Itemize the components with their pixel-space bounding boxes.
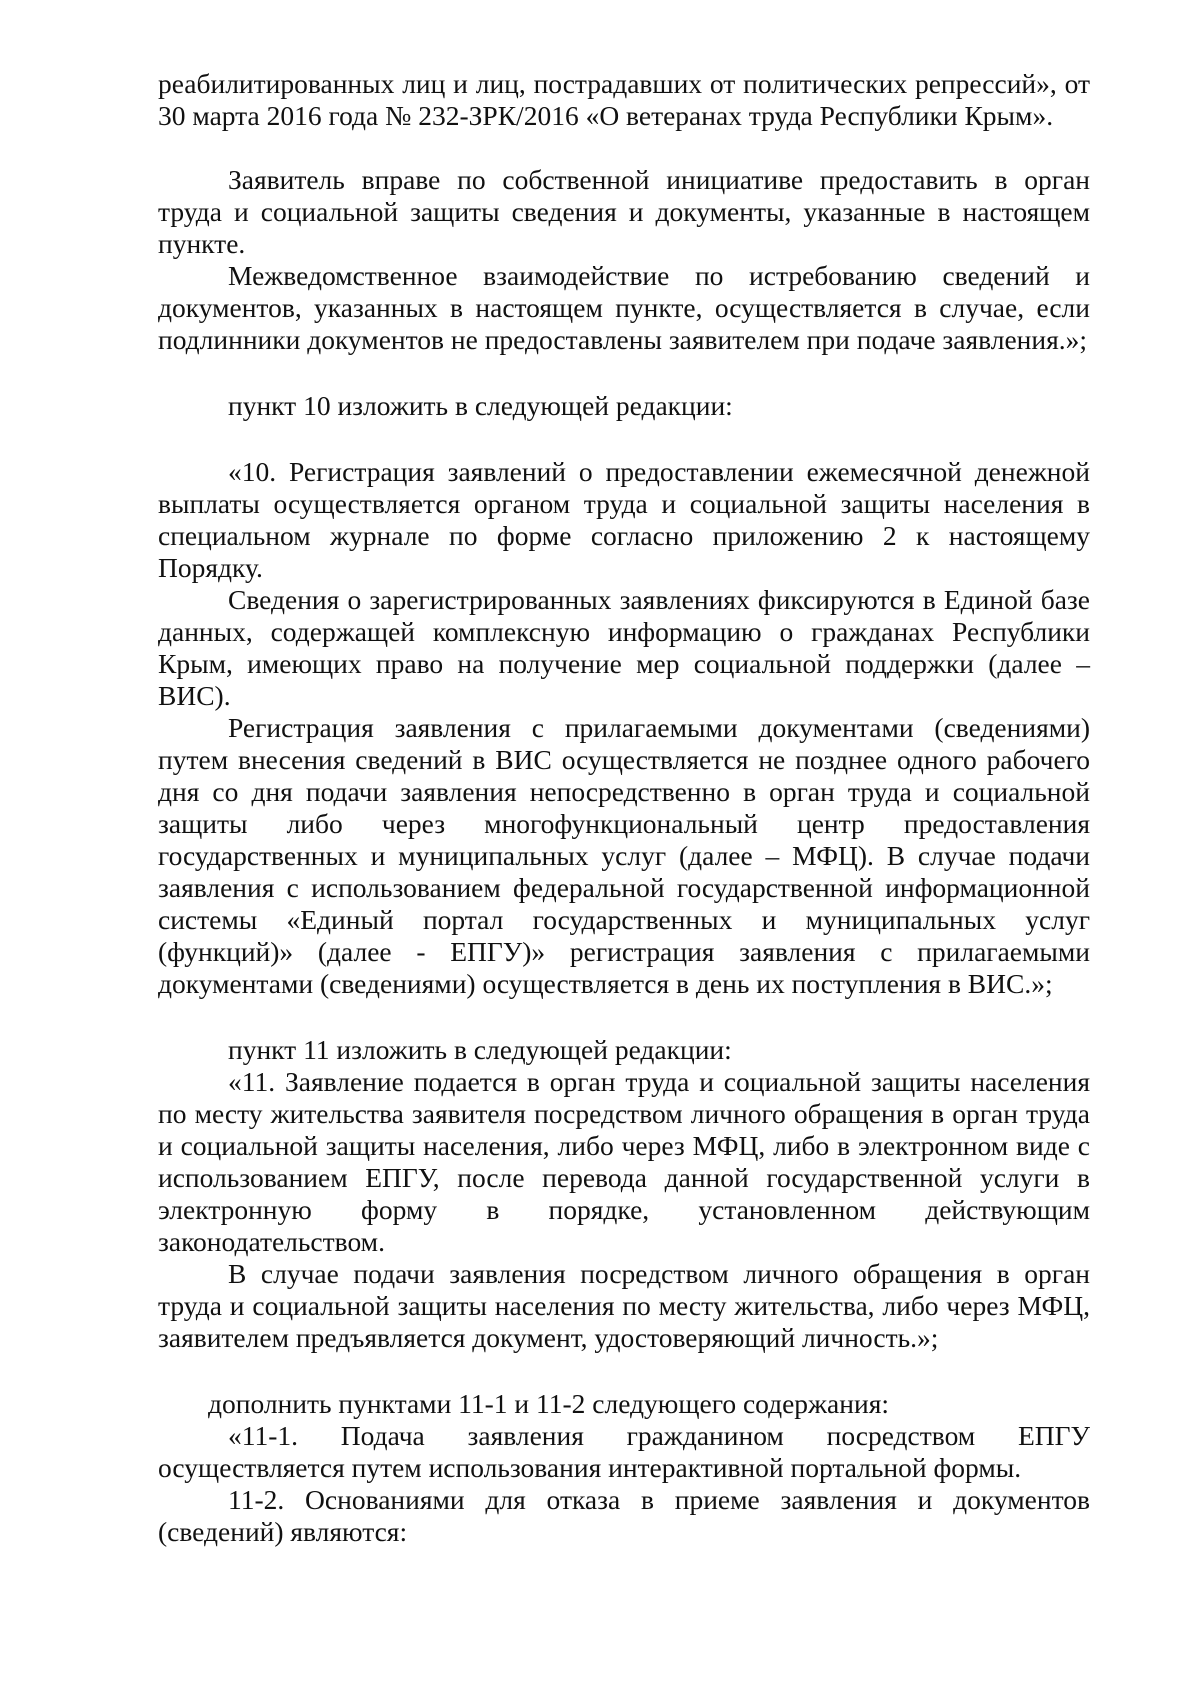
paragraph-item11-identity: В случае подачи заявления посредством личного обращения в орган труда и социальной защиты населения по месту жительства, либо через МФЦ, заявителем предъявляется документ, удостоверяющий личность.»; [158,1258,1090,1353]
paragraph-item11-1: «11-1. Подача заявления гражданином посредством ЕПГУ осуществляется путем использования интерактивной портальной формы. [158,1420,1090,1483]
paragraph-applicant-right: Заявитель вправе по собственной инициативе предоставить в орган труда и социальной защиты сведения и документы, указанные в настоящем пункте. [158,164,1090,259]
paragraph-item11-heading: пункт 11 изложить в следующей редакции: [228,1034,732,1065]
paragraph-interagency: Межведомственное взаимодействие по истребованию сведений и документов, указанных в настоящем пункте, осуществляется в случае, если подлинники документов не предоставлены заявителем при подаче заявления.»; [158,260,1090,355]
paragraph-item10-mfc: Регистрация заявления с прилагаемыми документами (сведениями) путем внесения сведений в ВИС осуществляется не позднее одного рабочего дня со дня подачи заявления непосредственно в орган труда и социальной защиты либо через многофункциональный центр предоставления государственных и муниципальных услуг (далее – МФЦ). В случае подачи заявления с использованием федеральной государственной информационной системы «Единый портал государственных и муниципальных услуг (функций)» (далее - ЕПГУ)» регистрация заявления с прилагаемыми документами (сведениями) осуществляется в день их поступления в ВИС.»; [158,712,1090,999]
paragraph-item10-vis: Сведения о зарегистрированных заявлениях фиксируются в Единой базе данных, содержащей комплексную информацию о гражданах Республики Крым, имеющих право на получение мер социальной поддержки (далее – ВИС). [158,584,1090,711]
document-body [158,68,1090,1548]
paragraph-item11-submission: «11. Заявление подается в орган труда и социальной защиты населения по месту жительства заявителя посредством личного обращения в орган труда и социальной защиты населения, либо через МФЦ, либо в электронном виде с использованием ЕПГУ, после перевода данной государственной услуги в электронную форму в порядке, установленном действующим законодательством. [158,1066,1090,1257]
paragraph-item10-registration: «10. Регистрация заявлений о предоставлении ежемесячной денежной выплаты осуществляется органом труда и социальной защиты населения в специальном журнале по форме согласно приложению 2 к настоящему Порядку. [158,456,1090,583]
paragraph-item11-2: 11-2. Основаниями для отказа в приеме заявления и документов (сведений) являются: [158,1484,1090,1547]
paragraph-supplement-heading: дополнить пунктами 11-1 и 11-2 следующего содержания: [208,1388,889,1419]
paragraph-item10-heading: пункт 10 изложить в следующей редакции: [228,390,733,421]
paragraph-continuation: реабилитированных лиц и лиц, пострадавших от политических репрессий», от 30 марта 2016 года № 232-ЗРК/2016 «О ветеранах труда Республики Крым». [158,68,1090,131]
